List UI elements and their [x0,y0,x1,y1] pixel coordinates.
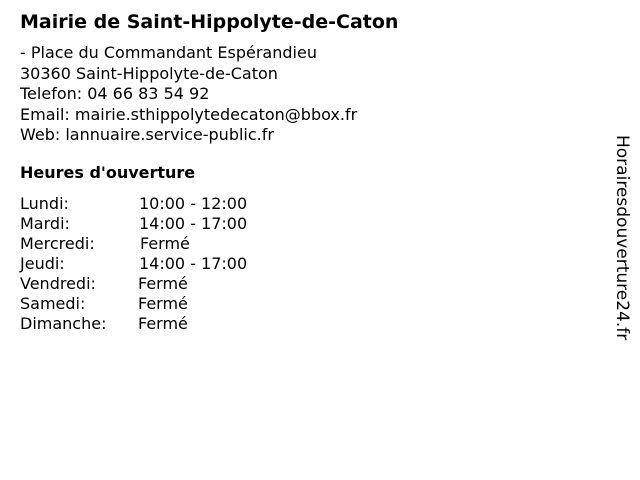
city-address: 30360 Saint-Hippolyte-de-Caton [20,63,278,83]
website-address: Web: lannuaire.service-public.fr [20,125,274,144]
site-watermark: Horairesdouverture24.fr [612,135,632,341]
hours-value: Fermé [138,274,188,293]
hours-value: 14:00 - 17:00 [139,214,248,233]
hours-value: Fermé [138,314,188,333]
hours-value: 10:00 - 12:00 [139,194,248,213]
day-label: Jeudi: [20,254,65,273]
page-title: Mairie de Saint-Hippolyte-de-Caton [20,11,399,33]
hours-value: Fermé [140,234,190,253]
email-address: Email: mairie.sthippolytedecaton@bbox.fr [20,104,358,124]
phone-number: Telefon: 04 66 83 54 92 [20,84,210,103]
address-block [20,43,357,146]
day-label: Vendredi: [20,274,96,293]
day-label: Samedi: [20,294,86,313]
day-label: Dimanche: [20,314,107,333]
day-label: Mercredi: [20,234,95,253]
hours-value: Fermé [138,294,188,313]
day-label: Mardi: [20,214,70,233]
hours-value: 14:00 - 17:00 [139,254,248,273]
day-label: Lundi: [20,194,69,213]
street-address: - Place du Commandant Espérandieu [20,43,317,62]
opening-hours-heading: Heures d'ouverture [20,163,196,182]
